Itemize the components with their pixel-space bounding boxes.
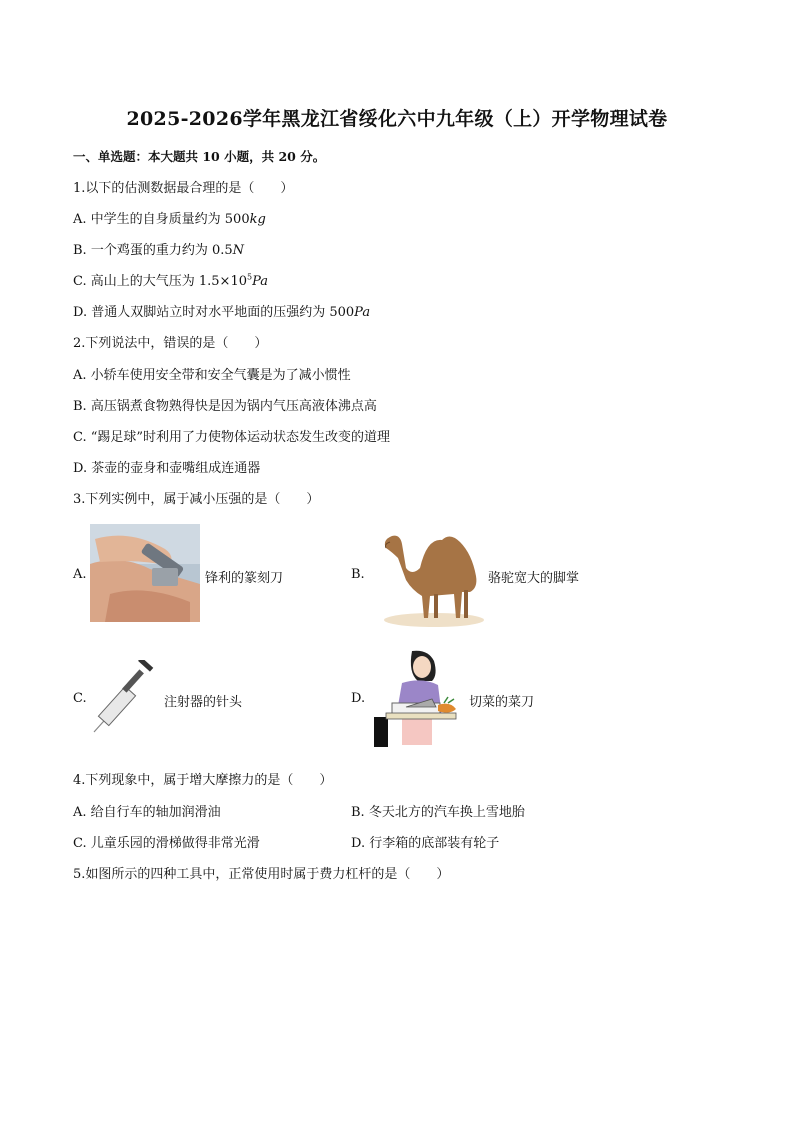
q3-option-d-label: D. (351, 691, 366, 706)
q1-option-d: D. 普通人双脚站立时对水平地面的压强约为 500Pa (73, 305, 371, 320)
q5-stem: 5.如图所示的四种工具中，正常使用时属于费力杠杆的是（ ） (73, 867, 450, 882)
kitchen-knife-image (372, 647, 462, 749)
q2-option-d: D. 茶壶的壶身和壶嘴组成连通器 (73, 461, 261, 476)
q3-option-a-caption: 锋利的篆刻刀 (205, 571, 284, 586)
q3-option-c-label: C. (73, 691, 87, 706)
section-heading: 一、单选题：本大题共 10 小题，共 20 分。 (73, 149, 326, 164)
q3-option-c-caption: 注射器的针头 (164, 695, 243, 710)
q3-option-b-label: B. (351, 567, 365, 582)
q1-option-c: C. 高山上的大气压为 $1.5\times 10^5Pa$ (73, 272, 269, 289)
q1-option-a: A. 中学生的自身质量约为 500kg (73, 212, 266, 227)
q2-option-a: A. 小轿车使用安全带和安全气囊是为了减小惯性 (73, 368, 351, 383)
q1-option-b: B. 一个鸡蛋的重力约为 0.5N (73, 243, 244, 258)
camel-image (372, 518, 490, 630)
q2-option-b: B. 高压锅煮食物熟得快是因为锅内气压高液体沸点高 (73, 399, 377, 414)
page-title: 2025-2026学年黑龙江省绥化六中九年级（上）开学物理试卷 (126, 108, 668, 130)
q1-stem: 1.以下的估测数据最合理的是（ ） (73, 181, 294, 196)
syringe-image (90, 660, 160, 736)
q3-option-b-caption: 骆驼宽大的脚掌 (488, 571, 580, 586)
q4-option-a: A. 给自行车的轴加润滑油 (73, 805, 221, 820)
q4-option-d: D. 行李箱的底部装有轮子 (351, 836, 500, 851)
q4-option-c: C. 儿童乐园的滑梯做得非常光滑 (73, 836, 260, 851)
q3-stem: 3.下列实例中，属于减小压强的是（ ） (73, 492, 320, 507)
q3-option-a-label: A. (73, 567, 87, 582)
carving-knife-image (90, 524, 200, 622)
q4-stem: 4.下列现象中，属于增大摩擦力的是（ ） (73, 773, 333, 788)
q3-option-d-caption: 切菜的菜刀 (469, 695, 535, 710)
q2-option-c: C. “踢足球”时利用了力使物体运动状态发生改变的道理 (73, 430, 391, 445)
q2-stem: 2.下列说法中，错误的是（ ） (73, 336, 268, 351)
q4-option-b: B. 冬天北方的汽车换上雪地胎 (351, 805, 525, 820)
